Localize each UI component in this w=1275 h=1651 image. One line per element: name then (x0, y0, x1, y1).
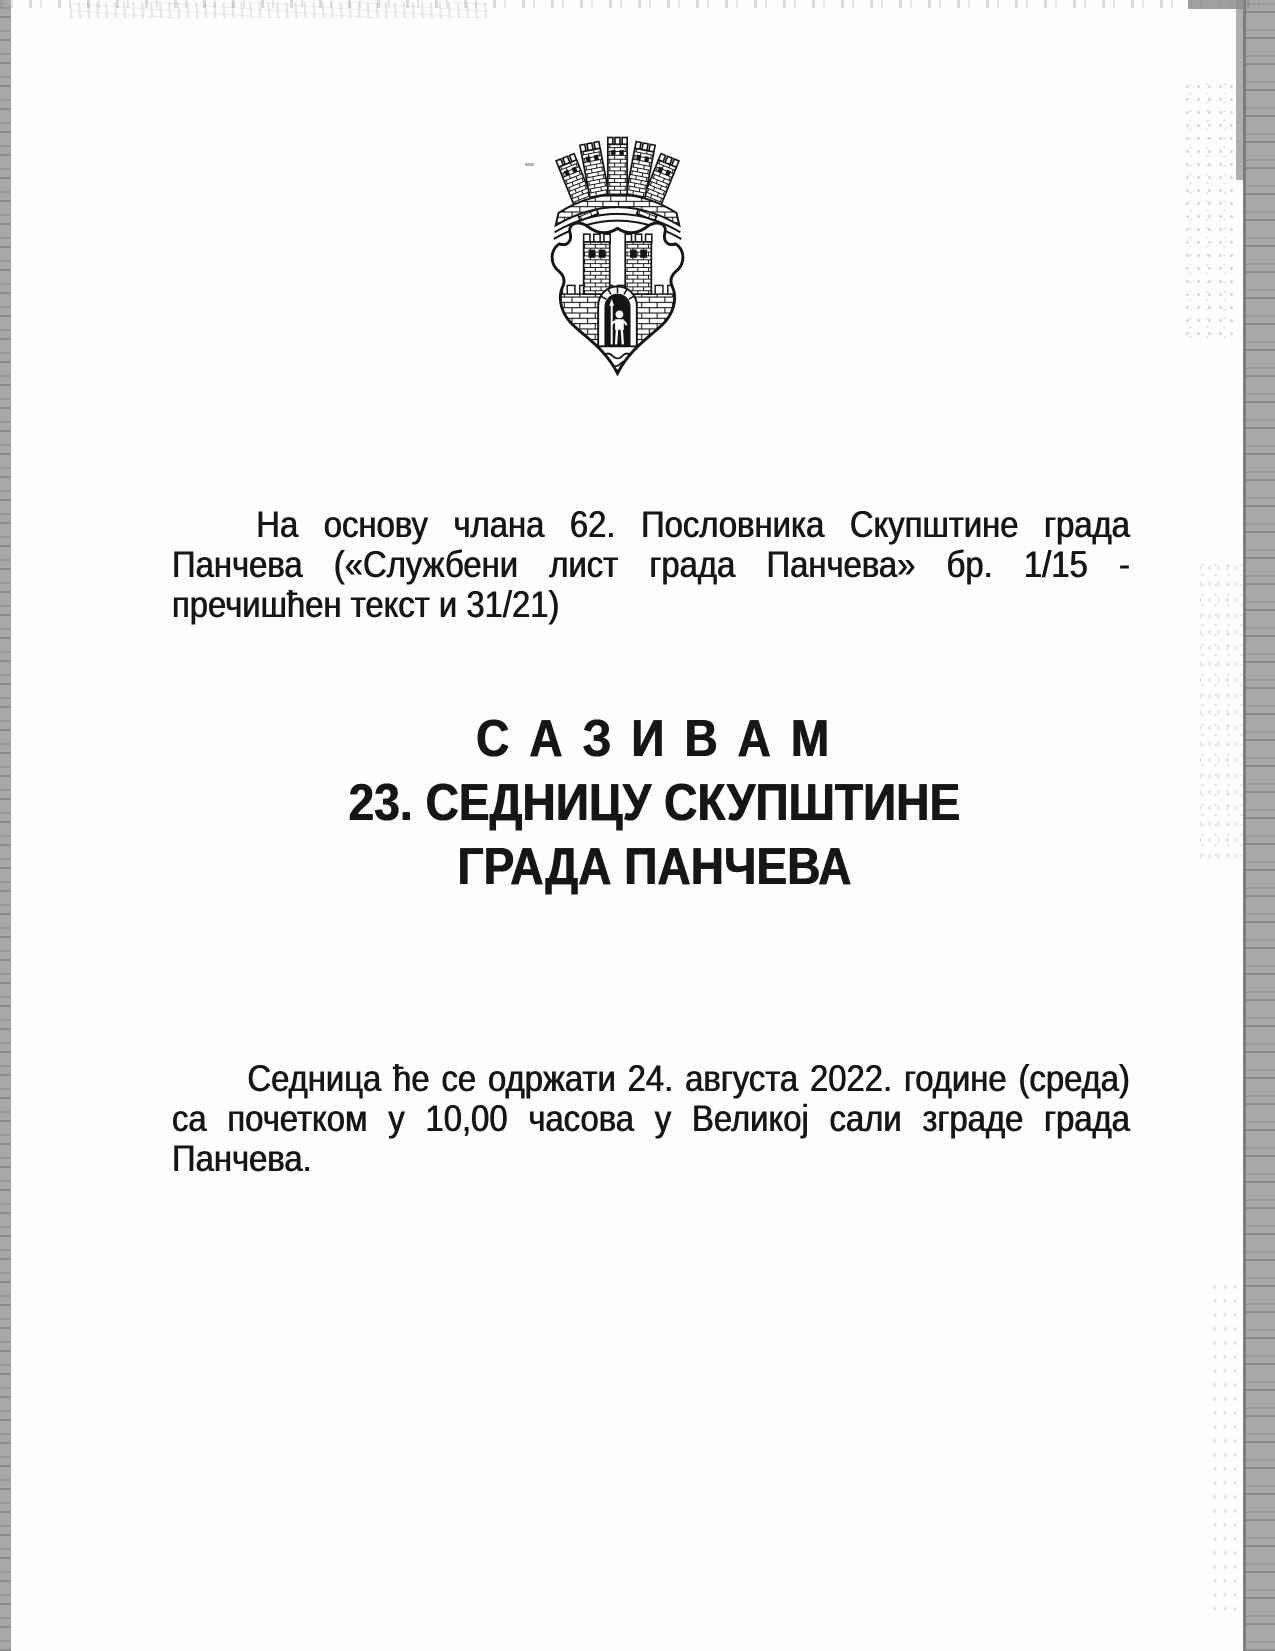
scan-noise-top-right (1188, 0, 1244, 9)
pancevo-coat-of-arms-icon (545, 131, 690, 376)
heading-session-number: 23. СЕДНИЦУ СКУПШТИНЕ (348, 774, 961, 832)
scan-noise-top-left (70, 2, 490, 18)
scan-edge-left (0, 0, 11, 1651)
scan-speckles-right-lower (1210, 1280, 1244, 1610)
intro-line-3: пречишћен текст и 31/21) (172, 584, 560, 625)
scan-edge-right (1243, 0, 1275, 1651)
heading-convene: С А З И В А М (476, 710, 833, 768)
intro-paragraph (172, 505, 1130, 625)
scan-speckles-right-upper (1182, 80, 1240, 340)
convocation-heading (140, 707, 1169, 899)
heading-city: ГРАДА ПАНЧЕВА (457, 838, 852, 896)
session-details-paragraph (172, 1059, 1130, 1179)
intro-line-2: Панчева («Службени лист града Панчева» бр. 1/15 - (172, 544, 1130, 585)
scan-speckles-right-middle (1196, 560, 1242, 860)
scan-fleck (525, 163, 534, 166)
session-line-2: са почетком у 10,00 часова у Великој сали зграде града (172, 1098, 1130, 1139)
intro-line-1: На основу члана 62. Пословника Скупштине града (256, 504, 1130, 545)
session-line-3: Панчева. (172, 1138, 312, 1179)
session-line-1: Седница ће се одржати 24. августа 2022. године (среда) (247, 1058, 1130, 1099)
